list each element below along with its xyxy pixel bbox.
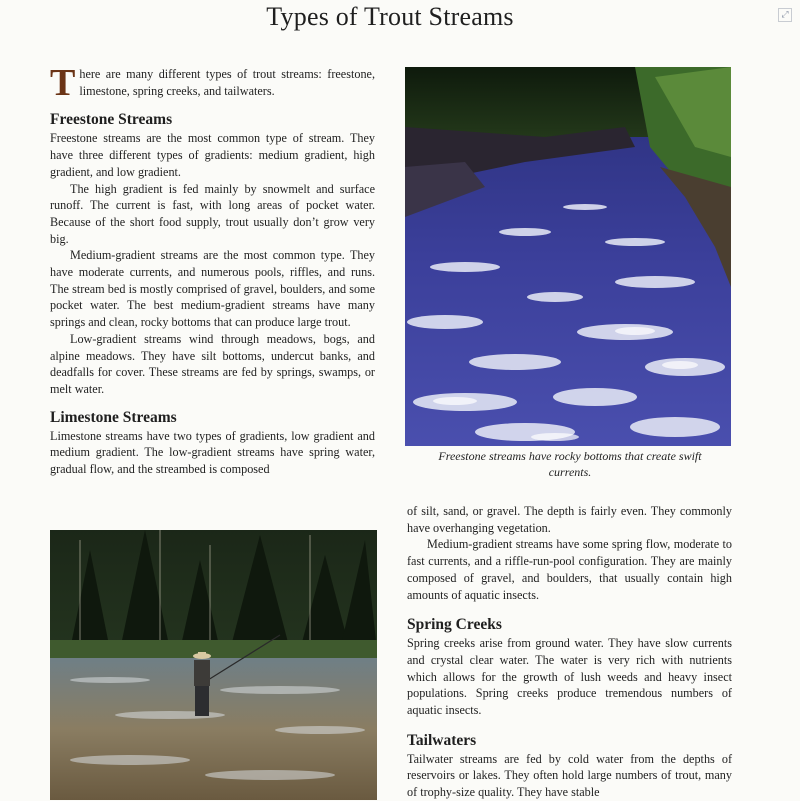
freestone-paragraph-1: Freestone streams are the most common type of stream. They have three different types of gradients: medium gradient, high gradient, and low gradient. <box>50 131 375 179</box>
freestone-paragraph-4: Low-gradient streams wind through meadows, bogs, and alpine meadows. They have silt bottoms, undercut banks, and deadfalls for cover. These streams are fed by springs, swamps, or melt water. <box>50 331 375 396</box>
page-title: Types of Trout Streams <box>266 2 514 31</box>
limestone-heading: Limestone Streams <box>50 408 177 426</box>
spring-creeks-paragraph: Spring creeks arise from ground water. They have slow currents and crystal clear water. The water is very rich with nutrients which allows for the growth of lush weeds and heavy insect populations. Spring creeks produce tremendous numbers of aquatic insects. <box>407 636 732 718</box>
limestone-paragraph-2: Medium-gradient streams have some spring flow, moderate to fast currents, and a riffle-run-pool configuration. They are mainly composed of gravel, and boulders, that usually contain high amounts of aquatic insects. <box>407 537 732 602</box>
spring-creeks-heading: Spring Creeks <box>407 616 502 634</box>
left-column <box>50 62 375 478</box>
photo-caption: Freestone streams have rocky bottoms that create swift currents. <box>438 449 702 479</box>
tailwaters-heading: Tailwaters <box>407 731 477 749</box>
limestone-paragraph-1: Limestone streams have two types of gradients, low gradient and medium gradient. The low-gradient streams have spring water, gradual flow, and the streambed is composed <box>50 428 375 477</box>
freestone-stream-photo <box>405 67 731 446</box>
river-illustration <box>405 67 731 446</box>
limestone-continued: of silt, sand, or gravel. The depth is fairly even. They commonly have overhanging vegetation. <box>407 504 732 535</box>
freestone-heading: Freestone Streams <box>50 111 173 129</box>
right-column <box>407 503 732 801</box>
angler-photo <box>50 530 377 800</box>
intro-paragraph <box>50 62 375 104</box>
resize-icon[interactable]: ⤢ <box>778 8 792 22</box>
drop-cap: T <box>50 62 76 104</box>
angler-illustration <box>50 530 377 800</box>
tailwaters-paragraph: Tailwater streams are fed by cold water from the depths of reservoirs or lakes. They often hold large numbers of trout, many of trophy-size quality. They have stable <box>407 751 732 800</box>
freestone-paragraph-3: Medium-gradient streams are the most common type. They have moderate currents, and numerous pools, riffles, and runs. The stream bed is mostly comprised of gravel, boulders, and some pocket water. The best medium-gradient streams have many springs and clean, rocky bottoms that can produce large trout. <box>50 248 375 330</box>
freestone-paragraph-2: The high gradient is fed mainly by snowmelt and surface runoff. The current is fast, with long areas of pocket water. Because of the short food supply, trout usually don’t grow very big. <box>50 181 375 246</box>
intro-text: here are many different types of trout streams: freestone, limestone, spring creeks, and tailwaters. <box>79 67 375 98</box>
